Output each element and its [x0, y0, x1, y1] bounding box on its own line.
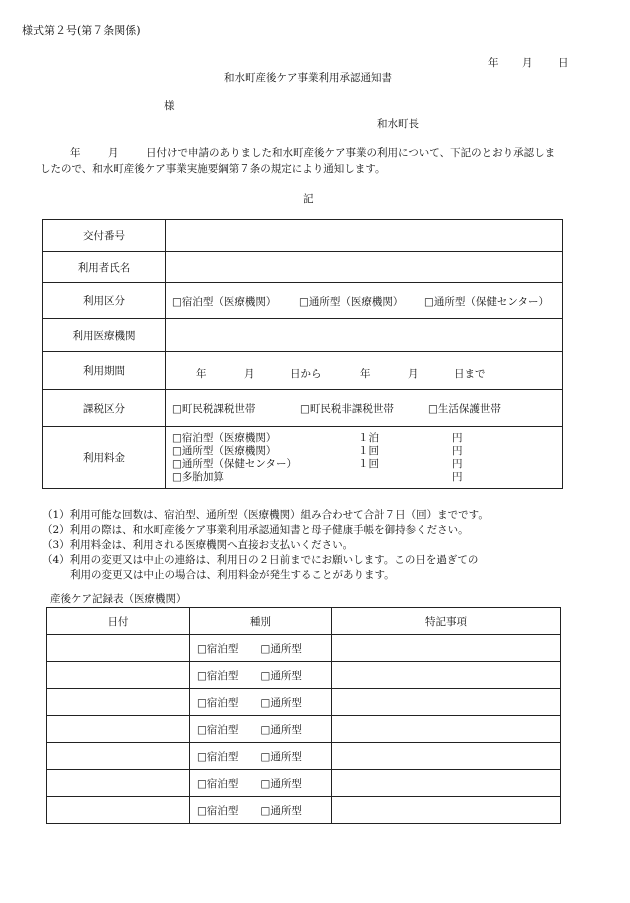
row-usage-type	[43, 283, 563, 319]
period-end-year: 年	[360, 367, 371, 380]
label-tax-category: 課税区分	[43, 390, 166, 427]
record-type-cell	[190, 635, 332, 662]
issuer-name: 和水町長	[377, 118, 419, 130]
record-title: 産後ケア記録表（医療機関）	[50, 593, 187, 605]
row-tax-category	[43, 390, 563, 427]
record-type-cell	[190, 716, 332, 743]
row-issue-number	[43, 220, 563, 252]
record-date-cell	[47, 716, 190, 743]
period-start-year: 年	[196, 367, 207, 380]
approval-table	[42, 219, 563, 489]
record-type-cell	[190, 689, 332, 716]
record-remarks-cell	[332, 743, 561, 770]
label-usage-type: 利用区分	[43, 283, 166, 319]
fee-yen: 円	[452, 444, 463, 457]
record-remarks-cell	[332, 689, 561, 716]
record-type-cell	[190, 662, 332, 689]
record-type-day: □通所型	[260, 723, 302, 736]
record-date-cell	[47, 662, 190, 689]
fee-yen: 円	[452, 457, 463, 470]
row-medical-institution	[43, 319, 563, 352]
fee-unit: １回	[358, 457, 379, 470]
fee-type: □通所型（医療機関）	[172, 444, 277, 457]
value-usage-period	[166, 352, 563, 390]
record-type-cell	[190, 743, 332, 770]
usage-option-day-medical: □通所型（医療機関）	[299, 295, 404, 308]
fee-unit: １回	[358, 444, 379, 457]
fee-line	[166, 458, 562, 471]
record-row	[47, 770, 561, 797]
fee-type: □宿泊型（医療機関）	[172, 431, 277, 444]
row-usage-period	[43, 352, 563, 390]
record-header-row	[47, 608, 561, 635]
record-remarks-cell	[332, 635, 561, 662]
record-type-overnight: □宿泊型	[197, 642, 239, 655]
record-type-day: □通所型	[260, 696, 302, 709]
record-date-cell	[47, 635, 190, 662]
document-title: 和水町産後ケア事業利用承認通知書	[224, 72, 392, 84]
row-user-name	[43, 252, 563, 283]
record-remarks-cell	[332, 662, 561, 689]
fee-type: □多胎加算	[172, 470, 224, 483]
record-date-cell	[47, 770, 190, 797]
record-type-overnight: □宿泊型	[197, 777, 239, 790]
record-remarks-cell	[332, 797, 561, 824]
period-start-day: 日から	[290, 367, 322, 380]
record-row	[47, 797, 561, 824]
record-type-overnight: □宿泊型	[197, 750, 239, 763]
value-tax-category	[166, 390, 563, 427]
label-user-name: 利用者氏名	[43, 252, 166, 283]
record-date-cell	[47, 797, 190, 824]
fee-type: □通所型（保健センター）	[172, 457, 298, 470]
record-type-day: □通所型	[260, 777, 302, 790]
note-1: （1）利用可能な回数は、宿泊型、通所型（医療機関）組み合わせて合計７日（回）までです。	[42, 509, 489, 521]
record-type-overnight: □宿泊型	[197, 696, 239, 709]
period-end-day: 日まで	[454, 367, 486, 380]
tax-option-welfare: □生活保護世帯	[428, 403, 501, 415]
row-usage-fee	[43, 427, 563, 489]
value-medical-institution	[166, 319, 563, 352]
value-usage-fee	[166, 427, 563, 489]
record-table	[46, 607, 561, 824]
fee-line	[166, 445, 562, 458]
record-date-cell	[47, 689, 190, 716]
tax-option-taxed: □町民税課税世帯	[172, 403, 256, 415]
label-usage-fee: 利用料金	[43, 427, 166, 489]
record-type-cell	[190, 797, 332, 824]
addressee-suffix: 様	[164, 100, 175, 112]
note-4-continued: 利用の変更又は中止の場合は、利用料金が発生することがあります。	[70, 569, 395, 581]
note-2: （2）利用の際は、和水町産後ケア事業利用承認通知書と母子健康手帳を御持参ください。	[42, 524, 469, 536]
value-issue-number	[166, 220, 563, 252]
record-type-day: □通所型	[260, 804, 302, 817]
record-type-cell	[190, 770, 332, 797]
record-remarks-cell	[332, 770, 561, 797]
record-remarks-cell	[332, 716, 561, 743]
record-date-cell	[47, 743, 190, 770]
record-row	[47, 662, 561, 689]
record-row	[47, 689, 561, 716]
record-type-overnight: □宿泊型	[197, 723, 239, 736]
label-medical-institution: 利用医療機関	[43, 319, 166, 352]
period-end-month: 月	[408, 367, 419, 380]
header-remarks: 特記事項	[332, 608, 561, 635]
note-4: （4）利用の変更又は中止の連絡は、利用日の２日前までにお願いします。この日を過ぎての	[42, 554, 479, 566]
note-3: （3）利用料金は、利用される医療機関へ直接お支払いください。	[42, 539, 354, 551]
record-type-overnight: □宿泊型	[197, 804, 239, 817]
label-usage-period: 利用期間	[43, 352, 166, 390]
fee-yen: 円	[452, 431, 463, 444]
body-month: 月	[108, 147, 119, 159]
body-line2: したので、和水町産後ケア事業実施要綱第７条の規定により通知します。	[40, 163, 386, 175]
date-day-label: 日	[558, 57, 569, 69]
body-year: 年	[70, 147, 81, 159]
record-type-day: □通所型	[260, 669, 302, 682]
form-number: 様式第２号(第７条関係)	[22, 24, 141, 37]
period-start-month: 月	[244, 367, 255, 380]
tax-option-non-taxed: □町民税非課税世帯	[300, 403, 394, 415]
record-row	[47, 743, 561, 770]
header-date: 日付	[47, 608, 190, 635]
record-type-day: □通所型	[260, 642, 302, 655]
date-year-label: 年	[488, 57, 499, 69]
record-row	[47, 716, 561, 743]
usage-option-overnight: □宿泊型（医療機関）	[172, 295, 277, 308]
body-line1-rest: 日付けで申請のありました和水町産後ケア事業の利用について、下記のとおり承認しま	[146, 147, 556, 159]
record-type-day: □通所型	[260, 750, 302, 763]
ki-label: 記	[303, 193, 314, 205]
fee-line	[166, 432, 562, 445]
fee-unit: １泊	[358, 431, 379, 444]
label-issue-number: 交付番号	[43, 220, 166, 252]
value-usage-type	[166, 283, 563, 319]
header-type: 種別	[190, 608, 332, 635]
usage-option-day-health-center: □通所型（保健センター）	[424, 295, 550, 308]
fee-line	[166, 471, 562, 484]
record-row	[47, 635, 561, 662]
fee-yen: 円	[452, 470, 463, 483]
value-user-name	[166, 252, 563, 283]
date-month-label: 月	[522, 57, 533, 69]
record-type-overnight: □宿泊型	[197, 669, 239, 682]
